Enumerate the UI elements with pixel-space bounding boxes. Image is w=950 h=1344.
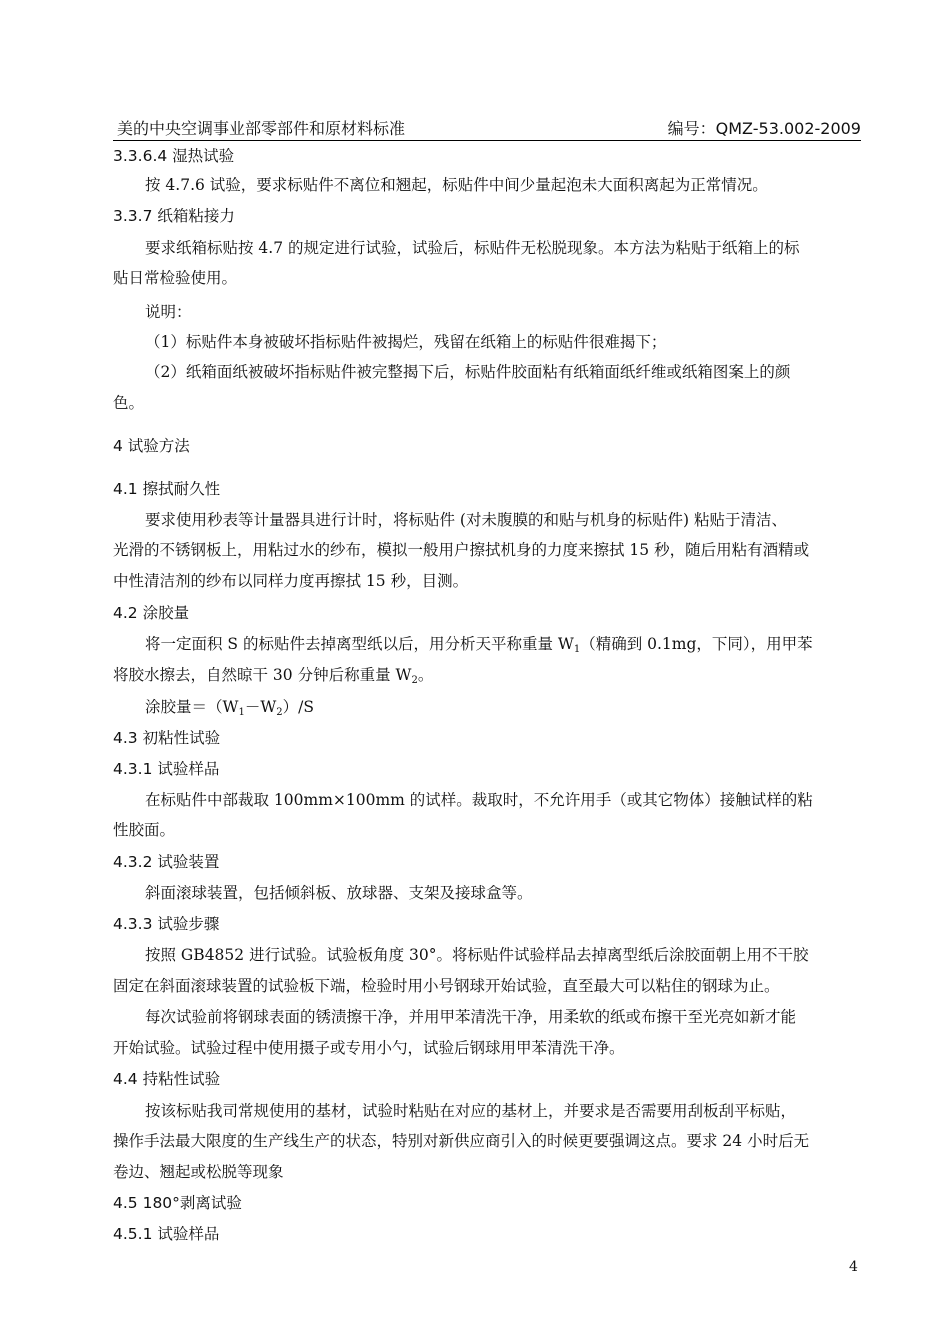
text-run: （精确到 0.1mg，下同），用甲苯 xyxy=(580,635,813,653)
page-header xyxy=(113,114,861,141)
subscript: 1 xyxy=(573,644,581,655)
section-4-5-heading: 4.5 180°剥离试验 xyxy=(113,1194,242,1212)
section-4-4-heading: 4.4 持粘性试验 xyxy=(113,1070,221,1088)
section-4-heading: 4 试验方法 xyxy=(113,437,190,455)
paragraph-line: 性胶面。 xyxy=(113,821,176,839)
note-item-1: （1）标贴件本身被破坏指标贴件被揭烂，残留在纸箱上的标贴件很难揭下； xyxy=(145,333,667,351)
subscript: 2 xyxy=(276,707,283,718)
page-number: 4 xyxy=(849,1259,858,1275)
section-4-3-1-heading: 4.3.1 试验样品 xyxy=(113,760,220,778)
paragraph-line: 中性清洁剂的纱布以同样力度再擦拭 15 秒，目测。 xyxy=(113,572,469,590)
paragraph-line: 操作手法最大限度的生产线生产的状态，特别对新供应商引入的时候更要强调这点。要求 24 小时后无 xyxy=(113,1132,810,1150)
note-item-2: （2）纸箱面纸被破坏指标贴件被完整揭下后，标贴件胶面粘有纸箱面纸纤维或纸箱图案上的颜 xyxy=(145,363,791,381)
paragraph-line: 贴日常检验使用。 xyxy=(113,269,238,287)
section-4-3-2-heading: 4.3.2 试验装置 xyxy=(113,853,220,871)
paragraph-line: 光滑的不锈钢板上，用粘过水的纱布，模拟一般用户擦拭机身的力度来擦拭 15 秒，随后用粘有酒精或 xyxy=(113,541,810,559)
subscript: 2 xyxy=(411,675,418,686)
paragraph-line: 要求纸箱标贴按 4.7 的规定进行试验，试验后，标贴件无松脱现象。本方法为粘贴于纸箱上的标 xyxy=(145,239,800,257)
text-run: ）/S xyxy=(282,698,314,716)
paragraph-line: 固定在斜面滚球装置的试验板下端，检验时用小号钢球开始试验，直至最大可以粘住的钢球为止。 xyxy=(113,977,780,995)
section-3-3-6-4-heading: 3.3.6.4 湿热试验 xyxy=(113,147,235,165)
text-run: 将胶水擦去，自然晾干 30 分钟后称重量 W xyxy=(113,666,412,684)
section-4-1-heading: 4.1 擦拭耐久性 xyxy=(113,480,221,498)
text-run: 涂胶量＝（W xyxy=(145,698,239,716)
section-4-3-3-heading: 4.3.3 试验步骤 xyxy=(113,915,220,933)
text-run: 。 xyxy=(417,666,434,684)
paragraph-line: 色。 xyxy=(113,394,145,412)
paragraph-line: 按照 GB4852 进行试验。试验板角度 30°。将标贴件试验样品去掉离型纸后涂胶面朝上用不干胶 xyxy=(145,946,809,964)
paragraph-line xyxy=(113,665,433,691)
header-doc-code: 编号：QMZ-53.002-2009 xyxy=(667,119,861,138)
text-run: －W xyxy=(244,698,277,716)
paragraph-line: 按 4.7.6 试验，要求标贴件不离位和翘起，标贴件中间少量起泡未大面积离起为正常情况。 xyxy=(145,176,768,194)
section-4-5-1-heading: 4.5.1 试验样品 xyxy=(113,1225,220,1243)
paragraph-line xyxy=(145,634,813,660)
paragraph-line: 每次试验前将钢球表面的锈渍擦干净，并用甲苯清洗干净，用柔软的纸或布擦干至光亮如新才能 xyxy=(145,1008,797,1026)
paragraph-line: 斜面滚球装置，包括倾斜板、放球器、支架及接球盒等。 xyxy=(145,884,533,902)
paragraph-line: 卷边、翘起或松脱等现象 xyxy=(113,1163,284,1181)
subscript: 1 xyxy=(238,707,245,718)
paragraph-line: 按该标贴我司常规使用的基材，试验时粘贴在对应的基材上，并要求是否需要用刮板刮平标贴， xyxy=(145,1102,797,1120)
note-label: 说明： xyxy=(145,303,192,321)
paragraph-line: 要求使用秒表等计量器具进行计时，将标贴件 (对未腹膜的和贴与机身的标贴件) 粘贴于清洁、 xyxy=(145,511,787,529)
paragraph-line: 开始试验。试验过程中使用摄子或专用小勺，试验后钢球用甲苯清洗干净。 xyxy=(113,1039,625,1057)
section-4-3-heading: 4.3 初粘性试验 xyxy=(113,729,221,747)
text-run: 将一定面积 S 的标贴件去掉离型纸以后，用分析天平称重量 W xyxy=(145,635,574,653)
formula-line xyxy=(145,697,314,723)
section-3-3-7-heading: 3.3.7 纸箱粘接力 xyxy=(113,207,235,225)
paragraph-line: 在标贴件中部裁取 100mm×100mm 的试样。裁取时，不允许用手（或其它物体）接触试样的粘 xyxy=(145,791,813,809)
section-4-2-heading: 4.2 涂胶量 xyxy=(113,604,190,622)
header-title: 美的中央空调事业部零部件和原材料标准 xyxy=(117,119,406,138)
